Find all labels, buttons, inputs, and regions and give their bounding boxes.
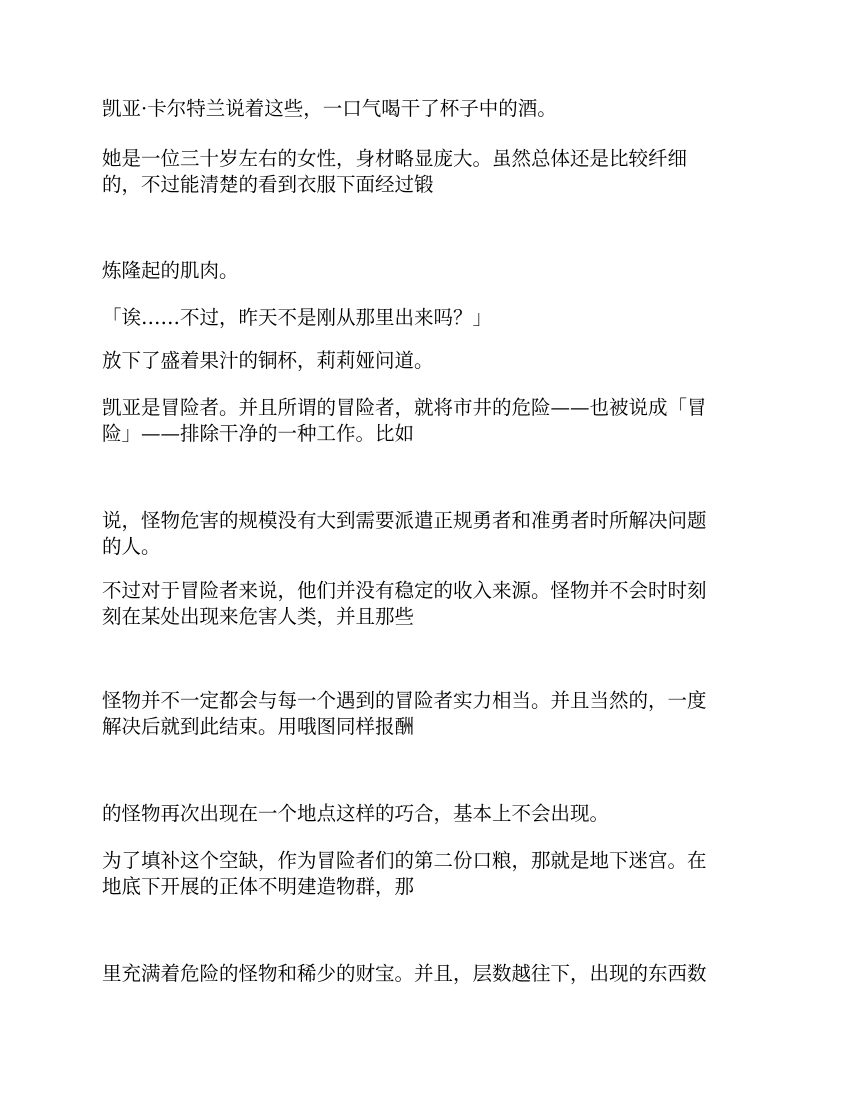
text-line: 说，怪物危害的规模没有大到需要派遣正规勇者和准勇者时所解决问题 [102, 509, 707, 532]
text-line: 解决后就到此结束。用哦图同样报酬 [102, 715, 415, 738]
text-line: 炼隆起的肌肉。 [102, 259, 239, 282]
text-line: 地底下开展的正体不明建造物群，那 [102, 875, 415, 898]
text-line: 险」——排除干净的一种工作。比如 [102, 422, 415, 445]
text-line: 的人。 [102, 535, 161, 558]
text-line: 的怪物再次出现在一个地点这样的巧合，基本上不会出现。 [102, 802, 610, 825]
text-line: 她是一位三十岁左右的女性，身材略显庞大。虽然总体还是比较纤细 [102, 147, 688, 170]
text-line: 刻在某处出现来危害人类，并且那些 [102, 605, 415, 628]
text-line: 「诶……不过，昨天不是刚从那里出来吗？」 [102, 306, 493, 329]
text-line: 的，不过能清楚的看到衣服下面经过锻 [102, 173, 434, 196]
text-line: 凯亚·卡尔特兰说着这些，一口气喝干了杯子中的酒。 [102, 97, 557, 120]
text-line: 凯亚是冒险者。并且所谓的冒险者，就将市井的危险——也被说成「冒 [102, 396, 707, 419]
text-line: 不过对于冒险者来说，他们并没有稳定的收入来源。怪物并不会时时刻 [102, 579, 707, 602]
text-line: 里充满着危险的怪物和稀少的财宝。并且，层数越往下，出现的东西数 [102, 962, 707, 985]
text-line: 为了填补这个空缺，作为冒险者们的第二份口粮，那就是地下迷宫。在 [102, 849, 707, 872]
text-line: 怪物并不一定都会与每一个遇到的冒险者实力相当。并且当然的，一度 [102, 689, 707, 712]
text-line: 放下了盛着果汁的铜杯，莉莉娅问道。 [102, 349, 434, 372]
